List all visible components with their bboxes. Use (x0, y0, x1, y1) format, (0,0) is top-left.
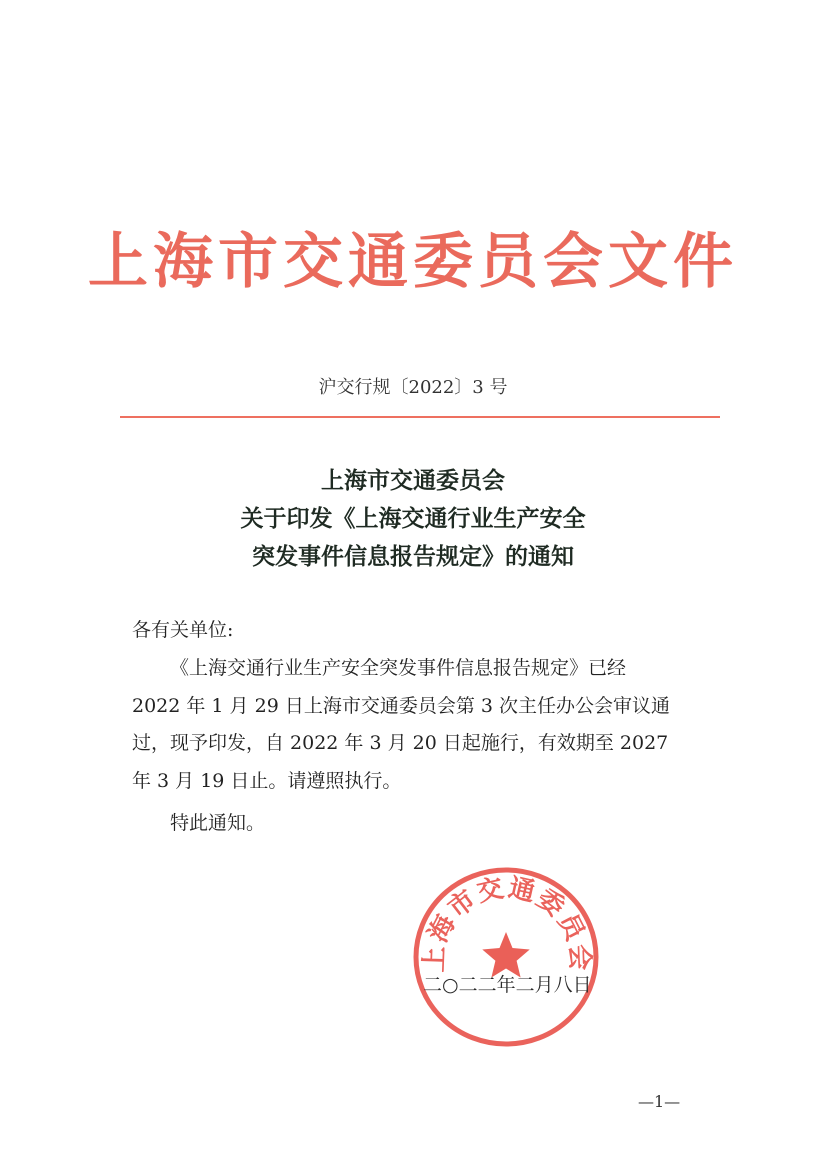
closing-remark: 特此通知。 (170, 812, 266, 834)
body-line: 年 3 月 19 日止。请遵照执行。 (132, 769, 402, 792)
notice-title-line: 突发事件信息报告规定》的通知 (252, 543, 574, 570)
salutation: 各有关单位: (132, 619, 234, 641)
red-divider-rule (120, 416, 720, 418)
notice-title-line: 关于印发《上海交通行业生产安全 (240, 505, 586, 532)
seal-graphic (408, 862, 604, 1052)
seal-text: 上海市交通委员会 (419, 872, 595, 973)
body-line: 《上海交通行业生产安全突发事件信息报告规定》已经 (170, 657, 627, 679)
body-paragraph (132, 650, 700, 800)
page-number: —1— (638, 1092, 681, 1111)
document-header-title: 上海市交通委员会文件 (88, 227, 738, 297)
notice-title-line: 上海市交通委员会 (321, 467, 505, 494)
body-line: 2022 年 1 月 29 日上海市交通委员会第 3 次主任办公会审议通 (132, 694, 670, 717)
document-number: 沪交行规〔2022〕3 号 (318, 377, 508, 398)
official-seal (408, 862, 604, 1052)
body-line: 过，现予印发，自 2022 年 3 月 20 日起施行，有效期至 2027 (132, 732, 669, 754)
notice-title (0, 462, 826, 576)
issue-date: 二○二二年二月八日 (423, 974, 592, 996)
